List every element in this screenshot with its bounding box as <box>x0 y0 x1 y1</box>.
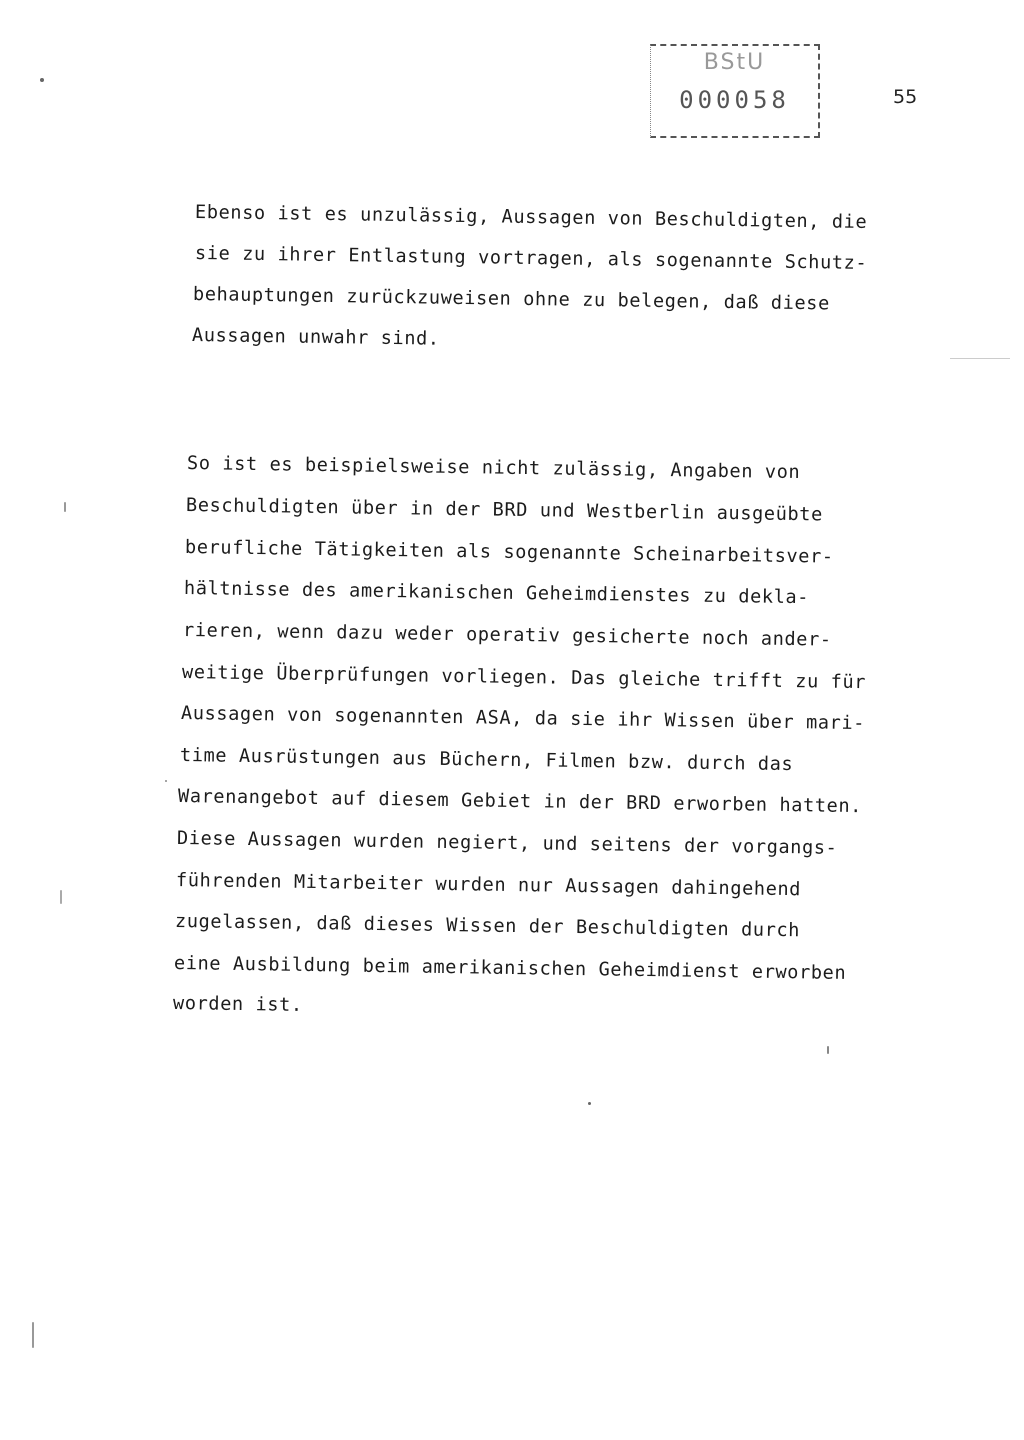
page-number: 55 <box>893 86 918 108</box>
stamp-number: 000058 <box>679 86 790 114</box>
paragraph-2-line-2: Beschuldigten über in der BRD und Westberlin ausgeübte <box>185 495 823 526</box>
paragraph-2-line-6: weitige Überprüfungen vorliegen. Das gleiche trifft zu für <box>181 662 867 694</box>
paragraph-2-line-10: Diese Aussagen wurden negiert, und seitens der vorgangs- <box>176 828 838 859</box>
paragraph-1-line-4: Aussagen unwahr sind. <box>191 325 440 350</box>
scan-speck <box>827 1046 829 1054</box>
paragraph-2-line-1: So ist es beispielsweise nicht zulässig, Angaben von <box>186 453 801 484</box>
paragraph-1-line-2: sie zu ihrer Entlastung vortragen, als sogenannte Schutz- <box>194 243 868 274</box>
paragraph-1-line-1: Ebenso ist es unzulässig, Aussagen von Beschuldigten, die <box>194 202 868 233</box>
scan-speck <box>60 890 62 904</box>
paragraph-2-line-11: führenden Mitarbeiter wurden nur Aussagen dahingehend <box>175 870 802 901</box>
paragraph-1-line-3: behauptungen zurückzuweisen ohne zu belegen, daß diese <box>192 284 830 315</box>
paragraph-2-line-8: time Ausrüstungen aus Büchern, Filmen bzw. durch das <box>179 745 794 776</box>
scan-speck <box>32 1322 34 1348</box>
paragraph-2-line-7: Aussagen von sogenannten ASA, da sie ihr Wissen über mari- <box>180 703 866 735</box>
paragraph-2-line-4: hältnisse des amerikanischen Geheimdienstes zu dekla- <box>183 578 810 609</box>
scan-speck <box>64 502 66 512</box>
paragraph-2-line-3: berufliche Tätigkeiten als sogenannte Scheinarbeitsver- <box>184 537 834 568</box>
paragraph-2-line-9: Warenangebot auf diesem Gebiet in der BRD erworben hatten. <box>177 786 863 818</box>
paragraph-2-line-12: zugelassen, daß dieses Wissen der Beschuldigten durch <box>174 911 801 942</box>
paragraph-2-line-14: worden ist. <box>172 993 303 1016</box>
paragraph-2-line-5: rieren, wenn dazu weder operativ gesicherte noch ander- <box>182 620 832 651</box>
archive-stamp <box>650 44 820 138</box>
scan-speck <box>588 1102 591 1105</box>
stamp-label: BStU <box>703 50 766 75</box>
scan-speck <box>165 780 167 782</box>
scan-speck <box>950 358 1010 359</box>
paragraph-2-line-13: eine Ausbildung beim amerikanischen Geheimdienst erworben <box>173 953 847 984</box>
scan-speck <box>40 78 44 82</box>
